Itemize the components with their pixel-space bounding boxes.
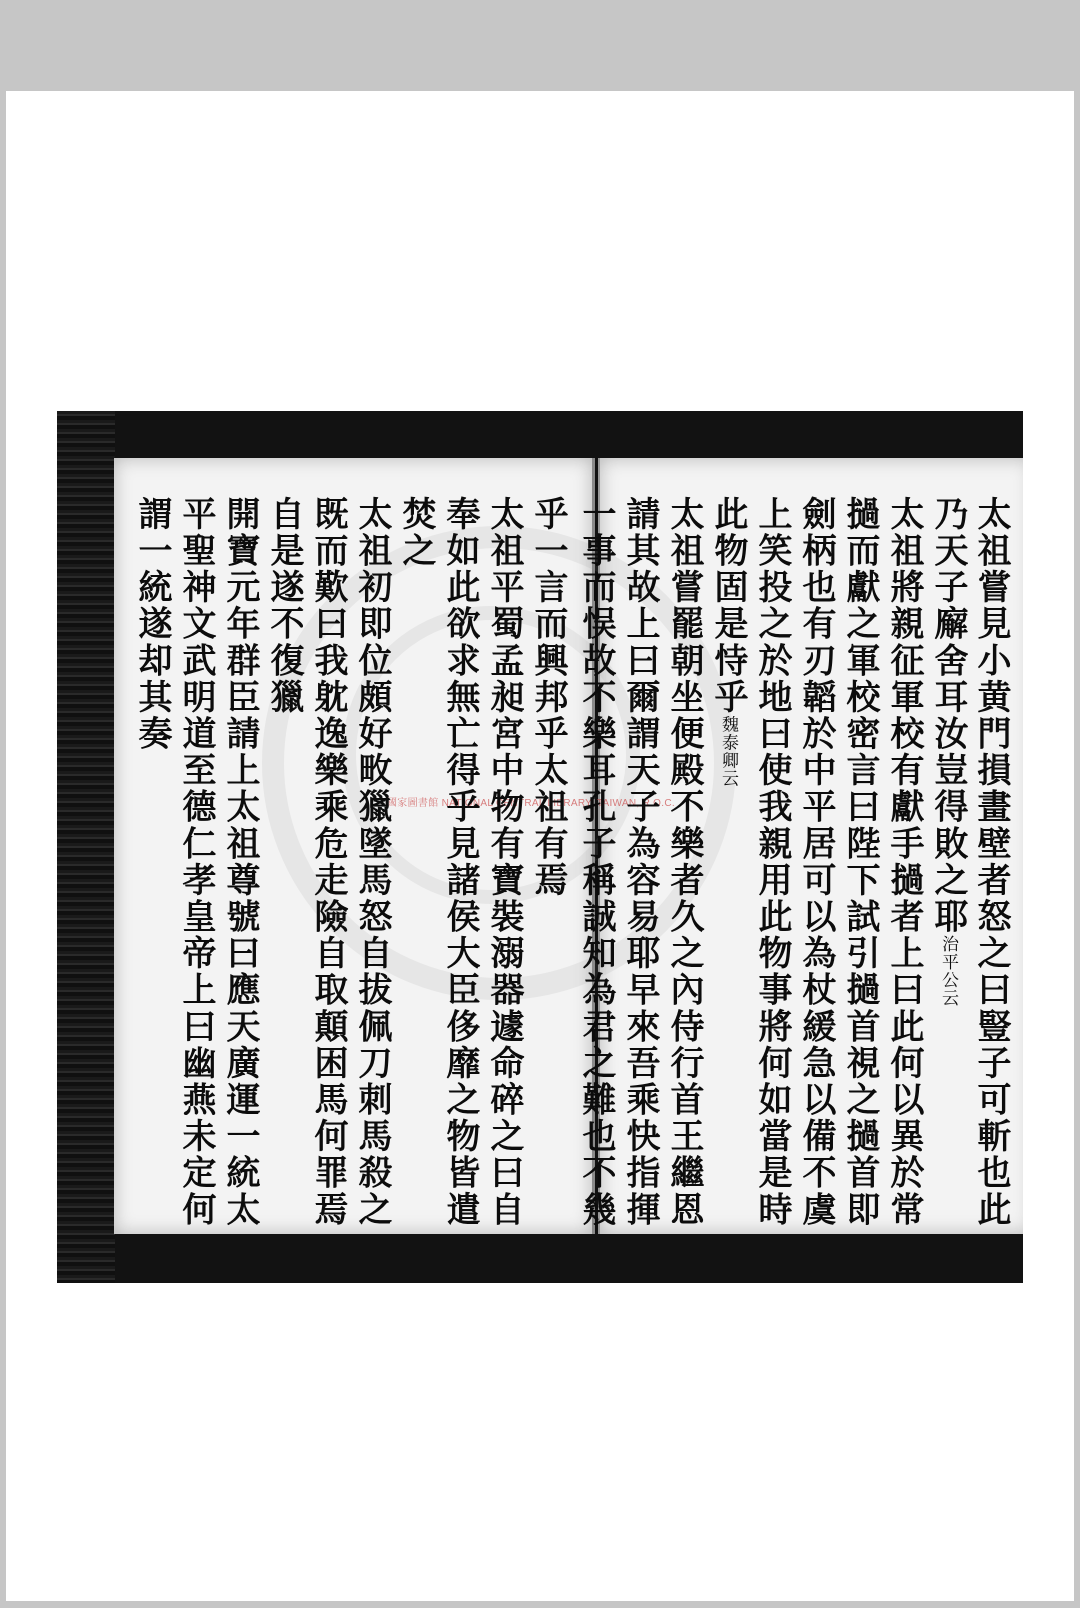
text-column: 謂一統遂却其奏 [132, 496, 172, 753]
text-column: 奉如此欲求無亡得乎見諸侯大臣侈靡之物皆遣 [440, 496, 480, 1228]
text-column: 上笑投之於地曰使我親用此物事將何如當是時 [752, 496, 792, 1228]
text-column: 請其故上曰爾謂天子為容易耶早來吾乘快指揮 [620, 496, 660, 1228]
annotation-note: 治平公云 [938, 935, 958, 1008]
text-column: 撾而獻之軍校密言曰陛下試引撾首視之撾首即 [840, 496, 880, 1228]
annotation-note: 魏泰卿云 [718, 715, 738, 788]
text-column: 太祖嘗見小黄門損畫壁者怒之曰豎子可斬也此 [971, 496, 1011, 1228]
text-column: 劍柄也有刃韜於中平居可以為杖緩急以備不虞 [796, 496, 836, 1228]
vertical-text-block [127, 496, 1012, 1256]
text-column: 太祖平蜀孟昶宮中物有寶裝溺器遽命碎之曰自 [484, 496, 524, 1228]
text-column: 太祖嘗罷朝坐便殿不樂者久之內侍行首王繼恩 [664, 496, 704, 1228]
text-column: 自是遂不復獵 [264, 496, 304, 716]
text-column: 乎一言而興邦乎太祖有焉 [528, 496, 568, 899]
text-column: 太祖將親征軍校有獻手撾者上曰此何以異於常 [884, 496, 924, 1228]
text-column: 一事而悮故不樂耳孔子稱誠知為君之難也不幾 [576, 496, 616, 1228]
text-column: 太祖初即位頗好畋獵墜馬怒自拔佩刀刺馬殺之 [352, 496, 392, 1228]
text-column: 此物固是恃乎魏泰卿云 [708, 496, 748, 788]
text-column: 焚之 [396, 496, 436, 570]
text-column: 開寶元年群臣請上太祖尊號曰應天廣運一統太 [220, 496, 260, 1228]
text-column: 乃天子廨舍耳汝豈得敗之耶治平公云 [928, 496, 968, 1008]
library-watermark-text: 國家圖書館 NATIONAL CENTRAL LIBRARY, TAIWAN, R.O.C. [387, 798, 675, 809]
scan-binding-edge [57, 411, 115, 1283]
text-column: 平聖神文武明道至德仁孝皇帝上曰幽燕未定何 [176, 496, 216, 1228]
text-column: 既而歎曰我躭逸樂乘危走險自取顛困馬何罪焉 [308, 496, 348, 1228]
scanned-book-spread [57, 411, 1023, 1283]
